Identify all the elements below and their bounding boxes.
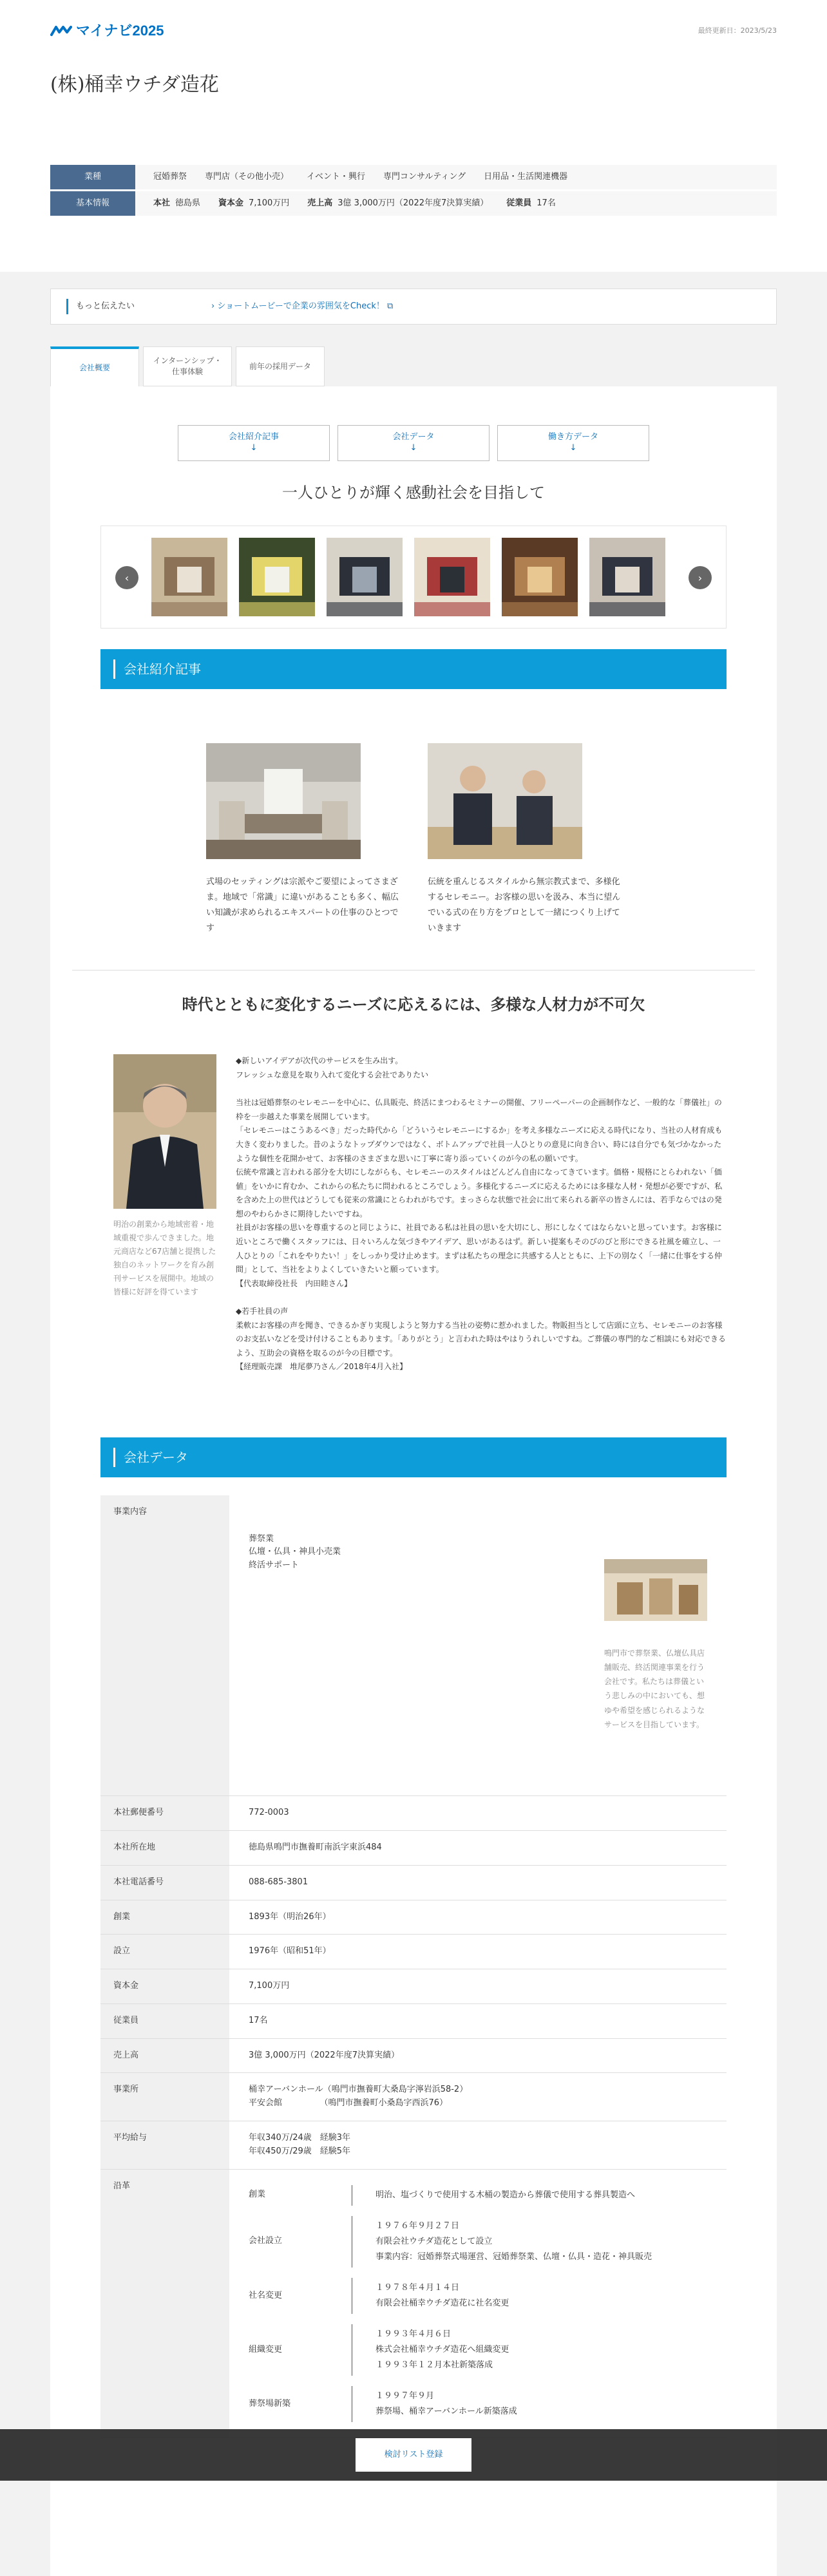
industry-item: 専門コンサルティング bbox=[383, 171, 466, 182]
row-key: 従業員 bbox=[100, 2003, 229, 2038]
add-to-list-button[interactable]: 検討リスト登録 bbox=[356, 2438, 471, 2472]
tab-bar bbox=[50, 345, 777, 386]
article-text: 伝統を重んじるスタイルから無宗教式まで、多様化するセレモニー。お客様の思いを汲み、本当に望んでいる式の在り方をプロとして一緒につくり上げていきます bbox=[428, 876, 621, 933]
divider bbox=[72, 970, 755, 971]
row-value: 1893年（明治26年） bbox=[229, 1900, 727, 1935]
article-card bbox=[206, 743, 399, 936]
history-item bbox=[249, 2273, 707, 2319]
basic-info-item bbox=[307, 197, 488, 211]
basic-label: 基本情報 bbox=[50, 191, 135, 216]
top-area bbox=[0, 0, 827, 272]
tab-company-overview[interactable]: 会社概要 bbox=[50, 346, 139, 386]
mynavi-logo[interactable] bbox=[50, 19, 164, 42]
history-value: １９７６年９月２７日 有限会社ウチダ造花として設立 事業内容：冠婚葬祭式場運営、冠婚葬祭業、仏壇・仏具・造花・神具販売 bbox=[352, 2216, 652, 2268]
shop-photo bbox=[604, 1559, 707, 1621]
history-key: 社名変更 bbox=[249, 2290, 283, 2300]
gallery-thumbnail[interactable] bbox=[589, 538, 665, 616]
row-key: 本社所在地 bbox=[100, 1830, 229, 1865]
table-row bbox=[100, 1900, 727, 1935]
business-side bbox=[604, 1533, 707, 1759]
history-value: １９９３年４月６日 株式会社桶幸ウチダ造花へ組織変更 １９９３年１２月本社新築落成 bbox=[352, 2324, 509, 2376]
section-heading-intro: 会社紹介記事 bbox=[100, 649, 727, 689]
basic-info-key: 売上高 bbox=[307, 198, 333, 208]
history-key: 葬祭場新築 bbox=[249, 2398, 291, 2409]
catchphrase: 一人ひとりが輝く感動社会を目指して bbox=[282, 484, 545, 502]
gallery-thumbnail[interactable] bbox=[502, 538, 578, 616]
row-value: 3億 3,000万円（2022年度7決算実績） bbox=[229, 2038, 727, 2073]
table-row bbox=[100, 1865, 727, 1900]
jump-label: 働き方データ bbox=[547, 432, 598, 442]
table-row bbox=[100, 2121, 727, 2170]
gallery-thumbnail[interactable] bbox=[414, 538, 490, 616]
table-row bbox=[100, 1495, 727, 1796]
row-value: 7,100万円 bbox=[229, 1969, 727, 2004]
company-info bbox=[50, 165, 777, 272]
section-heading-data: 会社データ bbox=[100, 1437, 727, 1477]
table-row bbox=[100, 1830, 727, 1865]
arrow-down-icon: ↓ bbox=[410, 443, 417, 453]
bottom-bar bbox=[0, 2429, 827, 2481]
logo-text: マイナビ2025 bbox=[76, 23, 164, 39]
gallery-thumbnail[interactable] bbox=[239, 538, 315, 616]
basic-info-item bbox=[153, 197, 200, 211]
business-caption: 鳴門市で葬祭業、仏壇仏具店舗販売、終活関連事業を行う会社です。私たちは葬儀という悲しみの中においても、想ゆや希望を感じられるようなサービスを目指しています。 bbox=[604, 1648, 705, 1729]
row-value: 桶幸アーバンホール（鳴門市撫養町大桑島字濘岩浜58-2） 平安会館 （鳴門市撫養町小桑島字西浜76） bbox=[229, 2073, 727, 2121]
industry-item: 専門店（その他小売） bbox=[205, 171, 289, 182]
gallery-thumbnail[interactable] bbox=[151, 538, 227, 616]
row-value bbox=[229, 1495, 727, 1796]
article-photo-hall bbox=[206, 743, 361, 859]
arrow-down-icon: ↓ bbox=[250, 443, 258, 453]
arrow-down-icon: ↓ bbox=[569, 443, 577, 453]
table-row bbox=[100, 2038, 727, 2073]
row-value: 088-685-3801 bbox=[229, 1865, 727, 1900]
jump-workstyle-button[interactable] bbox=[497, 425, 649, 461]
industry-list bbox=[135, 165, 777, 189]
table-row bbox=[100, 1935, 727, 1969]
industry-item: 日用品・生活関連機器 bbox=[484, 171, 568, 182]
row-value: 徳島県鳴門市撫養町南浜字東浜484 bbox=[229, 1830, 727, 1865]
table-row bbox=[100, 2073, 727, 2121]
basic-info-value: 17名 bbox=[537, 198, 556, 208]
basic-info-item bbox=[506, 197, 556, 211]
tab-recruit-data[interactable]: 前年の採用データ bbox=[236, 346, 325, 386]
basic-info-value: 徳島県 bbox=[175, 198, 201, 208]
row-key: 売上高 bbox=[100, 2038, 229, 2073]
row-value: 1976年（昭和51年） bbox=[229, 1935, 727, 1969]
history-value: １９７８年４月１４日 有限会社桶幸ウチダ造花に社名変更 bbox=[352, 2278, 509, 2314]
basic-info-value: 3億 3,000万円（2022年度7決算実績） bbox=[337, 198, 489, 208]
company-name: (株)桶幸ウチダ造花 bbox=[50, 73, 219, 96]
row-key: 平均給与 bbox=[100, 2121, 229, 2170]
header bbox=[0, 0, 827, 62]
external-window-icon: ⧉ bbox=[387, 301, 394, 311]
article-list bbox=[100, 743, 727, 936]
short-movie-link-text: ショートムービーで企業の雰囲気をCheck！ bbox=[217, 301, 385, 311]
history-item bbox=[249, 2319, 707, 2381]
row-value: 17名 bbox=[229, 2003, 727, 2038]
industry-label: 業種 bbox=[50, 165, 135, 189]
main-area bbox=[0, 272, 827, 2576]
industry-item: イベント・興行 bbox=[307, 171, 366, 182]
basic-info-key: 資本金 bbox=[218, 198, 244, 208]
business-content bbox=[249, 1533, 707, 1759]
row-key: 事業所 bbox=[100, 2073, 229, 2121]
basic-list bbox=[135, 191, 777, 216]
president-photo bbox=[113, 1054, 216, 1209]
gallery-prev-button[interactable]: ‹ bbox=[115, 566, 138, 589]
jump-label: 会社紹介記事 bbox=[228, 432, 279, 442]
row-key: 沿革 bbox=[100, 2169, 229, 2438]
history-key: 会社設立 bbox=[249, 2236, 283, 2246]
basic-info-key: 従業員 bbox=[506, 198, 532, 208]
interview bbox=[100, 1054, 727, 1374]
jump-links bbox=[100, 425, 727, 461]
article-photo-staff bbox=[428, 743, 582, 859]
history-item bbox=[249, 2180, 707, 2211]
logo-icon bbox=[50, 24, 72, 37]
portrait-caption: 明治の創業から地域密着・地域重視で歩んできました。地元商店など67店舗と提携した独自のネットワークを育み創刊サービスを展開中。地域の皆様に好評を得ています bbox=[113, 1219, 216, 1296]
promo-banner bbox=[50, 289, 777, 325]
history-key: 組織変更 bbox=[249, 2344, 283, 2354]
row-key: 本社電話番号 bbox=[100, 1865, 229, 1900]
article-card bbox=[428, 743, 621, 936]
portrait bbox=[113, 1054, 216, 1374]
tab-internship[interactable]: インターンシップ・ 仕事体験 bbox=[143, 346, 232, 386]
basic-info-value: 7,100万円 bbox=[249, 198, 290, 208]
history-value: 明治、塩づくりで使用する木桶の製造から葬儀で使用する葬具製造へ bbox=[352, 2185, 635, 2206]
history-cell bbox=[229, 2169, 727, 2438]
row-value: 年収340万/24歳 経験3年 年収450万/29歳 経験5年 bbox=[229, 2121, 727, 2170]
jump-data-button[interactable] bbox=[337, 425, 490, 461]
table-row bbox=[100, 1796, 727, 1831]
table-row-history bbox=[100, 2169, 727, 2438]
basic-info-key: 本社 bbox=[153, 198, 171, 208]
short-movie-link[interactable]: › ショートムービーで企業の雰囲気をCheck！ ⧉ bbox=[211, 301, 394, 311]
row-key: 創業 bbox=[100, 1900, 229, 1935]
history-item bbox=[249, 2381, 707, 2427]
row-value: 772-0003 bbox=[229, 1796, 727, 1831]
tab-panel bbox=[50, 386, 777, 2576]
row-key: 資本金 bbox=[100, 1969, 229, 2004]
row-key: 本社郵便番号 bbox=[100, 1796, 229, 1831]
history-item bbox=[249, 2211, 707, 2273]
interview-title: 時代とともに変化するニーズに応えるには、多様な人材力が不可欠 bbox=[182, 995, 645, 1014]
last-updated: 最終更新日：2023/5/23 bbox=[698, 26, 777, 35]
history-key: 創業 bbox=[249, 2190, 266, 2200]
table-row bbox=[100, 2003, 727, 2038]
gallery-thumbnail[interactable] bbox=[327, 538, 403, 616]
jump-label: 会社データ bbox=[392, 432, 435, 442]
row-key: 設立 bbox=[100, 1935, 229, 1969]
business-text: 葬祭業 仏壇・仏具・神具小売業 終活サポート bbox=[249, 1533, 341, 1571]
history-value: １９９７年９月 葬祭場、桶幸アーバンホール新築落成 bbox=[352, 2386, 517, 2422]
table-row bbox=[100, 1969, 727, 2004]
promo-bar bbox=[66, 299, 68, 314]
basic-row bbox=[50, 191, 777, 216]
gallery-next-button[interactable]: › bbox=[689, 566, 712, 589]
interview-text: ◆新しいアイデアが次代のサービスを生み出す。 フレッシュな意見を取り入れて変化する会社でありたい 当社は冠婚葬祭のセレモニーを中心に、仏具販売、終活にまつわるセミナーの開催、フリーペーパーの企画制作など、一般的な「葬儀社」の枠を一歩越えた事業を展開しています。 「セレモニーはこうあるべき」だった時代から「どういうセレモニーにするか」を考え多様なニーズに応える時代になり、当社の人材育成も大きく変わりました。昔のようなトップダウンではなく、ボトムアップで社員一人ひとりの意見に向き合い、時には自分でも気づかなかったような個性を花開かせて、お客様のさまざまな思いに丁寧に寄り添っていくのが今の私の願いです。 伝統や常識と言われる部分を大切にしながらも、セレモニーのスタイルはどんどん自由になってきています。価格・規格にとらわれない「価値」をいかに育むか、これからの私たちに問われるところでしょう。多様化するニーズに応えるためには多様な人材・発想が必要ですが、私を含めた上の世代はどうしても従来の常識にとらわれがちです。まっさらな状態で社会に出て来られる新卒の皆さんには、若手ならではの発想のやわらかさに期待したいですね。 社員がお客様の思いを尊重するのと同じように、社員である私は社員の思いを大切にし、形にしなくてはならないと思っています。お客様に近いところで働くスタッフには、日々いろんな気づきやアイデア、思いがあるはず。新しい提案もそのびのびと形にできる社風を確立し、一人ひとりの「これをやりたい！」をしっかり受け止めます。まずは私たちの理念に共感する人とともに、上下の別なく「一緒に仕事をする仲間」として、当社をよりよくしていきたいと願っています。 【代表取締役社長 内田睦さん】 ◆若手社員の声 柔軟にお客様の声を聞き、できるかぎり実現しようと努力する当社の姿勢に惹かれました。物販担当として店頭に立ち、セレモニーのお客様のお支払いなどを受け付けることもあります。「ありがとう」と言われた時はやはりうれしいですね。ご葬儀の専門的なご相談にも対応できるよう、互助会の資格を取るのが今の目標です。 【経理販売課 堆尾夢乃さん／2018年4月入社】 bbox=[236, 1056, 727, 1372]
jump-intro-button[interactable] bbox=[178, 425, 330, 461]
promo-motto: もっと伝えたい bbox=[76, 301, 135, 311]
row-key: 事業内容 bbox=[100, 1495, 229, 1796]
article-text: 式場のセッティングは宗派やご要望によってさまざま。地域で「常識」に違いがあることも多く、幅広い知識が求められるエキスパートの仕事のひとつです bbox=[206, 876, 399, 933]
photo-gallery bbox=[100, 526, 727, 629]
basic-info-item bbox=[218, 197, 289, 211]
industry-row bbox=[50, 165, 777, 189]
industry-item: 冠婚葬祭 bbox=[153, 171, 187, 182]
company-data-table bbox=[100, 1495, 727, 2438]
